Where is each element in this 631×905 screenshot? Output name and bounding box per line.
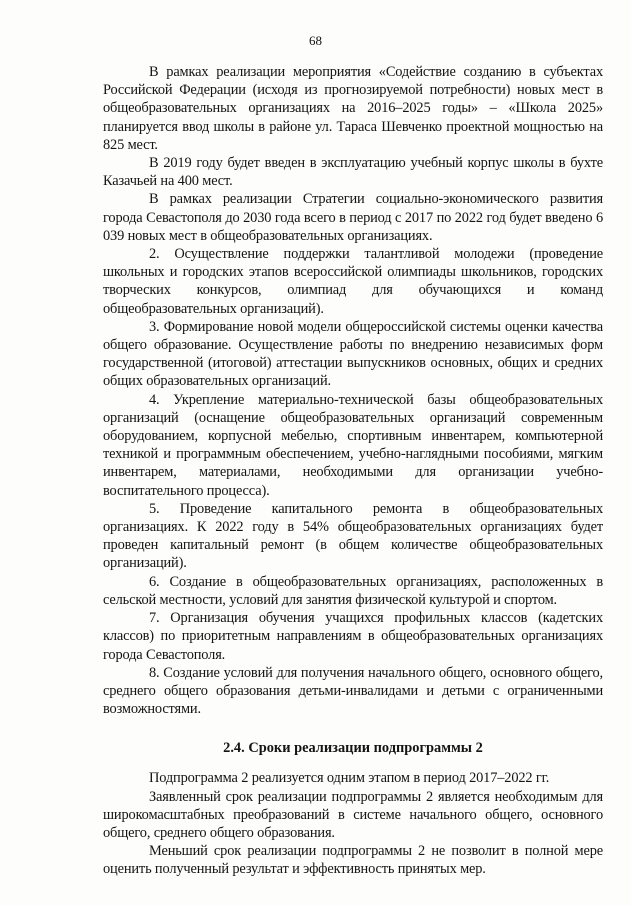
- list-item-5-capital-repair: 5. Проведение капитального ремонта в общеобразовательных организациях. К 2022 году в 54% общеобразовательных организациях будет проведен капитальный ремонт (в общем количестве общеобразовательных организаций).: [103, 500, 603, 572]
- list-item-2-talented-youth: 2. Осуществление поддержки талантливой молодежи (проведение школьных и городских этапов всероссийской олимпиады школьников, городских творческих конкурсов, олимпиад для обучающихся и команд общеобразовательных организаций).: [103, 246, 603, 317]
- list-item-3-quality-assessment: 3. Формирование новой модели общероссийской системы оценки качества общего образование. Осуществление работы по внедрению независимых форм государственной (итоговой) аттестации выпускников основных, общих и средних общих образовательных организаций.: [103, 318, 603, 390]
- paragraph-strategy-2030: В рамках реализации Стратегии социально-экономического развития города Севастополя до 2030 года всего в период с 2017 по 2022 год будет введено 6 039 новых мест в общеобразовательных организациях.: [103, 191, 603, 244]
- document-body: [103, 63, 603, 879]
- list-item-8-disabled-children: 8. Создание условий для получения начального общего, основного общего, среднего общего образования детьми-инвалидами и детьми с ограниченными возможностями.: [103, 664, 603, 718]
- paragraph-term-necessity: Заявленный срок реализации подпрограммы 2 является необходимым для широкомасштабных преобразований в системе начального общего, основного общего, среднего общего образования.: [103, 788, 603, 841]
- paragraph-school-2025: В рамках реализации мероприятия «Содействие созданию в субъектах Российской Федерации (исходя из прогнозируемой потребности) новых мест в общеобразовательных организациях на 2016–2025 годы» – «Школа 2025» планируется ввод школы в районе ул. Тараса Шевченко проектной мощностью на 825 мест.: [103, 64, 603, 153]
- paragraph-shorter-term: Меньший срок реализации подпрограммы 2 не позволит в полной мере оценить полученный результат и эффективность принятых мер.: [103, 843, 603, 878]
- list-item-4-material-base: 4. Укрепление материально-технической базы общеобразовательных организаций (оснащение общеобразовательных организаций современным оборудованием, корпусной мебелью, спортивным инвентарем, компьютерной техникой и программным обеспечением, учебно-наглядными пособиями, мягким инвентарем, материалами, необходимыми для организации учебно-воспитательного процесса).: [103, 391, 603, 499]
- page-number: 68: [309, 33, 322, 48]
- list-item-7-profile-classes: 7. Организация обучения учащихся профильных классов (кадетских классов) по приоритетным направлениям в общеобразовательных организациях города Севастополя.: [103, 610, 603, 663]
- section-intro: Подпрограмма 2 реализуется одним этапом в период 2017–2022 гг.: [149, 770, 550, 787]
- paragraph-kazachya-bay: В 2019 году будет введен в эксплуатацию учебный корпус школы в бухте Казачьей на 400 мест.: [103, 155, 603, 190]
- list-item-6-rural-sports: 6. Создание в общеобразовательных организациях, расположенных в сельской местности, условий для занятия физической культурой и спортом.: [103, 573, 603, 608]
- section-heading: 2.4. Сроки реализации подпрограммы 2: [223, 740, 483, 757]
